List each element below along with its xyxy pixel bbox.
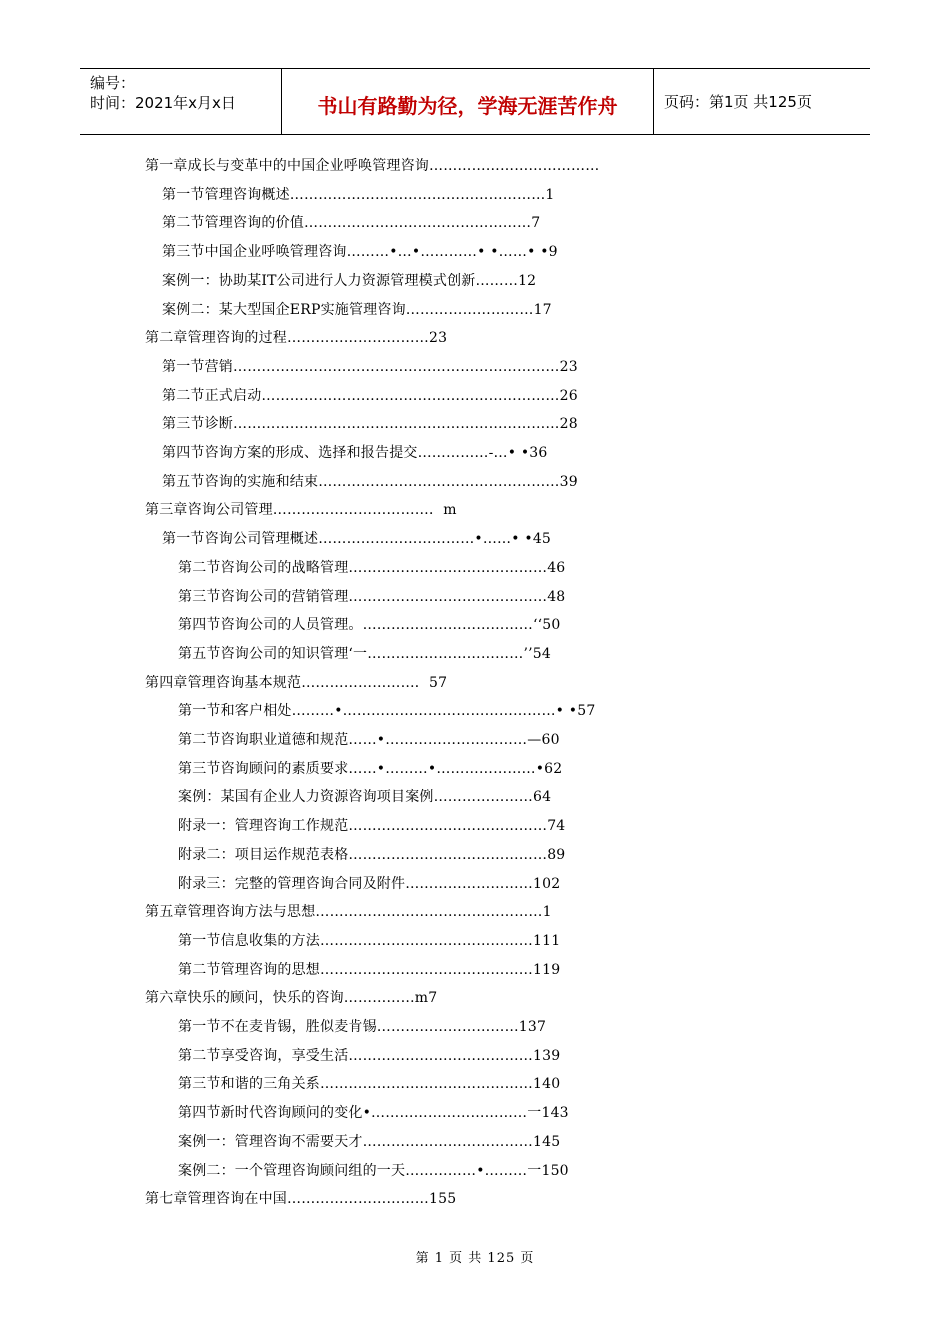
toc-chapter: 第二章管理咨询的过程…………………………23 bbox=[145, 330, 448, 347]
toc-chapter: 第四章管理咨询基本规范……………………．57 bbox=[145, 674, 448, 691]
toc-section: 第二节正式启动………………………………………………………26 bbox=[162, 387, 578, 404]
toc-section: 第五节咨询公司的知识管理‘一……………………………’’54 bbox=[178, 645, 551, 662]
toc-section: 第四节咨询公司的人员管理。………………………………‘‘50 bbox=[178, 617, 561, 634]
toc-section: 第一节营销……………………………………………………………23 bbox=[162, 358, 578, 375]
toc-section: 第二节咨询职业道德和规范……•…………………………—60 bbox=[178, 732, 560, 748]
toc-section: 案例二：一个管理咨询顾问组的一天……………•………一150 bbox=[178, 1162, 569, 1179]
toc-chapter: 第一章成长与变革中的中国企业呼唤管理咨询……………………………… bbox=[145, 158, 600, 174]
toc-chapter: 第六章快乐的顾问，快乐的咨询……………m7 bbox=[145, 990, 438, 1007]
header-page-info: 页码：第1页 共125页 bbox=[664, 93, 812, 111]
toc-section: 附录二：项目运作规范表格……………………………………89 bbox=[178, 846, 566, 863]
header-motto: 书山有路勤为径，学海无涯苦作舟 bbox=[282, 69, 654, 134]
toc-chapter: 第五章管理咨询方法与思想…………………………………………1 bbox=[145, 904, 552, 921]
toc-section: 第三节诊断……………………………………………………………28 bbox=[162, 416, 578, 433]
toc-section: 第三节中国企业呼唤管理咨询………•…•…………• •……• •9 bbox=[162, 244, 558, 261]
toc-chapter: 第七章管理咨询在中国…………………………155 bbox=[145, 1191, 457, 1208]
toc-section: 第一节不在麦肯锡，胜似麦肯锡…………………………137 bbox=[178, 1019, 547, 1035]
toc-section: 第三节咨询公司的营销管理……………………………………48 bbox=[178, 588, 566, 605]
toc-section: 案例一：协助某IT公司进行人力资源管理模式创新………12 bbox=[162, 272, 537, 289]
toc-chapter: 第三章咨询公司管理……………………………．m bbox=[145, 502, 457, 519]
toc-section: 第二节管理咨询的思想………………………………………119 bbox=[178, 961, 561, 978]
header-meta-cell bbox=[80, 69, 282, 134]
toc-section: 第二节咨询公司的战略管理……………………………………46 bbox=[178, 559, 566, 576]
toc-section: 第一节信息收集的方法………………………………………111 bbox=[178, 932, 561, 949]
page-footer: 第 1 页 共 125 页 bbox=[415, 1251, 535, 1266]
toc-section: 第一节咨询公司管理概述……………………………•……• •45 bbox=[162, 531, 552, 548]
document-number-label: 编号： bbox=[90, 74, 136, 92]
toc-section: 第三节和谐的三角关系………………………………………140 bbox=[178, 1076, 561, 1093]
toc-section: 第二节享受咨询，享受生活…………………………………139 bbox=[178, 1047, 561, 1064]
toc-section: 第四节咨询方案的形成、选择和报告提交……………-…• •36 bbox=[162, 445, 548, 461]
toc-section: 第一节和客户相处………•………………………………………• •57 bbox=[178, 703, 596, 720]
toc-section: 附录一：管理咨询工作规范……………………………………74 bbox=[178, 818, 566, 835]
toc-section: 第四节新时代咨询顾问的变化•……………………………一143 bbox=[178, 1105, 569, 1122]
toc-section: 第二节管理咨询的价值…………………………………………7 bbox=[162, 215, 541, 232]
toc-section: 案例：某国有企业人力资源咨询项目案例…………………64 bbox=[178, 789, 552, 806]
toc-section: 附录三：完整的管理咨询合同及附件………………………102 bbox=[178, 875, 561, 892]
page-header bbox=[80, 68, 870, 135]
toc-section: 案例一：管理咨询不需要天才………………………………145 bbox=[178, 1133, 561, 1150]
toc-section: 第一节管理咨询概述………………………………………………1 bbox=[162, 186, 555, 203]
toc-section: 第三节咨询顾问的素质要求……•………•…………………•62 bbox=[178, 760, 563, 777]
toc-section: 案例二：某大型国企ERP实施管理咨询………………………17 bbox=[162, 301, 552, 318]
document-date: 时间：2021年x月x日 bbox=[90, 94, 236, 112]
toc-section: 第五节咨询的实施和结束……………………………………………39 bbox=[162, 473, 578, 490]
